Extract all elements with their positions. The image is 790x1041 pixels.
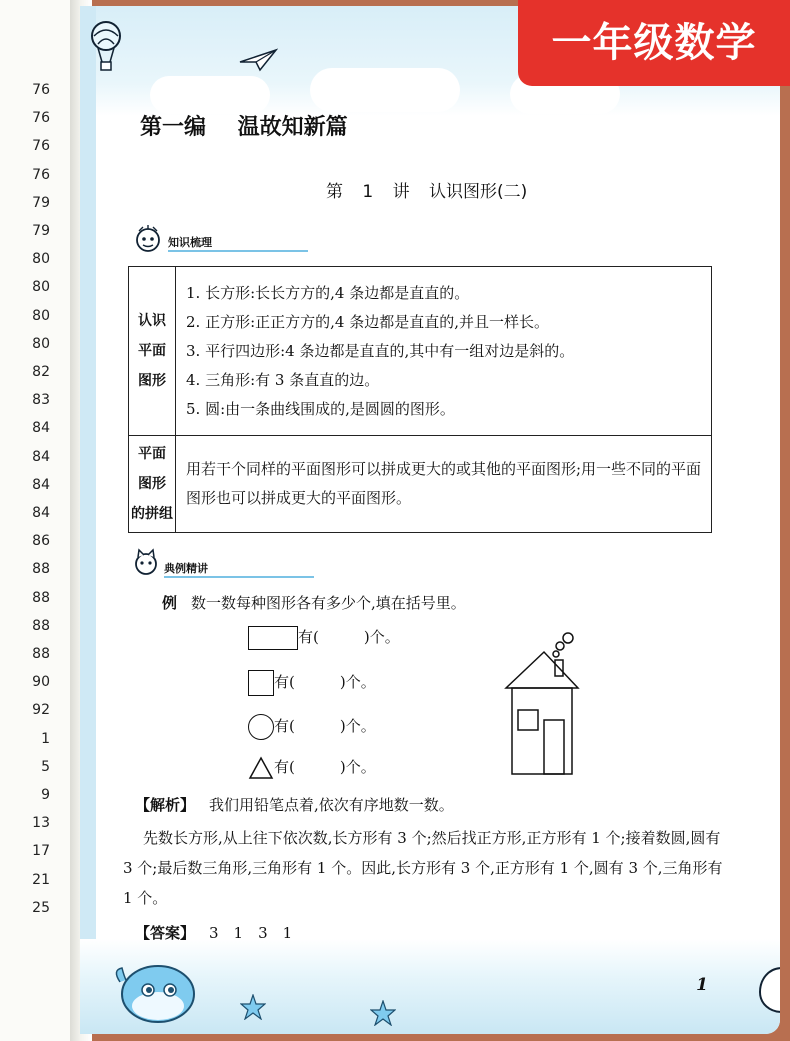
lesson-title: 第 1 讲 认识图形(二) — [326, 182, 528, 202]
left-page-edge — [0, 0, 79, 1041]
toc-page-number: 76 — [32, 82, 50, 98]
toc-page-number: 80 — [32, 335, 50, 352]
whale-icon — [110, 946, 200, 1026]
blank-text: 有( )个。 — [274, 673, 376, 691]
analysis-intro: 我们用铅笔点着,依次有序地数一数。 — [209, 796, 454, 814]
count-row-square — [248, 670, 376, 696]
row-header — [129, 436, 176, 533]
row-body — [176, 267, 712, 436]
grade-subject-badge: 一年级数学 — [518, 0, 790, 86]
toc-page-number: 84 — [32, 505, 50, 521]
house-figure — [500, 630, 590, 780]
toc-page-number: 83 — [32, 392, 50, 409]
row-header — [129, 267, 176, 436]
toc-page-number: 80 — [32, 279, 50, 296]
knowledge-tag: 知识梳理 — [168, 236, 212, 249]
toc-page-number: 88 — [32, 646, 50, 662]
toc-page-number: 90 — [32, 674, 50, 691]
page-left-strip — [80, 6, 96, 1034]
starfish-icon — [370, 1000, 396, 1026]
row-header-line: 图形 — [138, 373, 166, 389]
list-item: 2. 正方形:正正方方的,4 条边都是直直的,并且一样长。 — [186, 312, 549, 331]
analysis-label: 【解析】 — [135, 796, 196, 814]
toc-page-number: 21 — [32, 871, 50, 888]
mascot-icon — [131, 225, 165, 253]
square-shape — [248, 670, 274, 696]
list-item: 4. 三角形:有 3 条直直的边。 — [186, 370, 380, 389]
list-item: 1. 长方形:长长方方的,4 条边都是直直的。 — [186, 283, 470, 302]
row-header-line: 平面 — [138, 343, 166, 359]
tag-underline — [164, 576, 314, 578]
example-text: 数一数每种图形各有多少个,填在括号里。 — [191, 594, 466, 612]
cat-mascot-icon — [131, 548, 161, 578]
toc-page-number: 84 — [32, 476, 50, 493]
knowledge-table — [128, 266, 712, 533]
toc-page-number: 13 — [32, 815, 50, 832]
tag-underline — [168, 250, 308, 252]
toc-page-number: 9 — [41, 787, 50, 803]
row-header-line: 图形 — [138, 476, 166, 492]
analysis-heading-line — [123, 790, 723, 820]
table-row — [129, 436, 712, 533]
row-header-line: 平面 — [138, 446, 166, 462]
blank-text: 有( )个。 — [274, 717, 376, 735]
paper-plane-icon — [238, 48, 278, 72]
example-tag: 典例精讲 — [164, 562, 208, 575]
toc-page-number: 84 — [32, 420, 50, 437]
page-number: 1 — [696, 975, 708, 995]
balloon-icon — [88, 20, 124, 74]
row-header-line: 的拼组 — [131, 506, 173, 522]
example-label: 例 — [162, 594, 178, 612]
toc-page-number: 25 — [32, 899, 50, 916]
count-row-triangle — [248, 756, 376, 780]
example-question — [162, 592, 466, 613]
count-row-circle — [248, 714, 376, 740]
triangle-shape — [248, 756, 274, 780]
analysis-paragraph: 先数长方形,从上往下依次数,长方形有 3 个;然后找正方形,正方形有 1 个;接着数圆,圆有 3 个;最后数三角形,三角形有 1 个。因此,长方形有 3 个,正方形有 1 个,圆有 3 个,三角形有 1 个。 — [123, 829, 723, 907]
toc-page-number: 76 — [32, 110, 50, 127]
table-row — [129, 267, 712, 436]
toc-page-number: 5 — [41, 758, 50, 775]
toc-page-number: 76 — [32, 138, 50, 155]
toc-page-number: 82 — [32, 364, 50, 380]
answer-values: 3 1 3 1 — [209, 924, 293, 942]
list-item: 5. 圆:由一条曲线围成的,是圆圆的图形。 — [186, 399, 455, 418]
circle-shape — [248, 714, 274, 740]
toc-page-number: 76 — [32, 166, 50, 183]
rectangle-shape — [248, 626, 298, 650]
row-header-line: 认识 — [138, 313, 166, 329]
blank-text: 有( )个。 — [298, 628, 400, 646]
toc-page-number: 80 — [32, 307, 50, 324]
toc-page-number: 80 — [32, 251, 50, 268]
row-body: 用若干个同样的平面图形可以拼成更大的或其他的平面图形;用一些不同的平面图形也可以拼成更大的平面图形。 — [176, 436, 712, 533]
toc-page-number: 17 — [32, 843, 50, 860]
blank-text: 有( )个。 — [274, 758, 376, 776]
section-title: 第一编 温故知新篇 — [140, 115, 348, 140]
toc-page-number: 79 — [32, 194, 50, 211]
answer-line — [123, 918, 723, 948]
toc-page-number: 88 — [32, 617, 50, 634]
shell-icon — [756, 964, 780, 1016]
list-item: 3. 平行四边形:4 条边都是直直的,其中有一组对边是斜的。 — [186, 341, 575, 360]
toc-page-number: 88 — [32, 561, 50, 578]
toc-page-number: 88 — [32, 589, 50, 606]
toc-page-number: 86 — [32, 533, 50, 550]
toc-page-number: 1 — [41, 730, 50, 747]
cloud-decoration — [150, 76, 270, 114]
toc-page-number: 84 — [32, 448, 50, 465]
toc-page-number: 92 — [32, 702, 50, 719]
toc-page-number: 79 — [32, 223, 50, 239]
count-row-rectangle — [248, 626, 400, 650]
answer-label: 【答案】 — [135, 924, 196, 942]
starfish-icon — [240, 994, 266, 1020]
cloud-decoration — [310, 68, 460, 112]
